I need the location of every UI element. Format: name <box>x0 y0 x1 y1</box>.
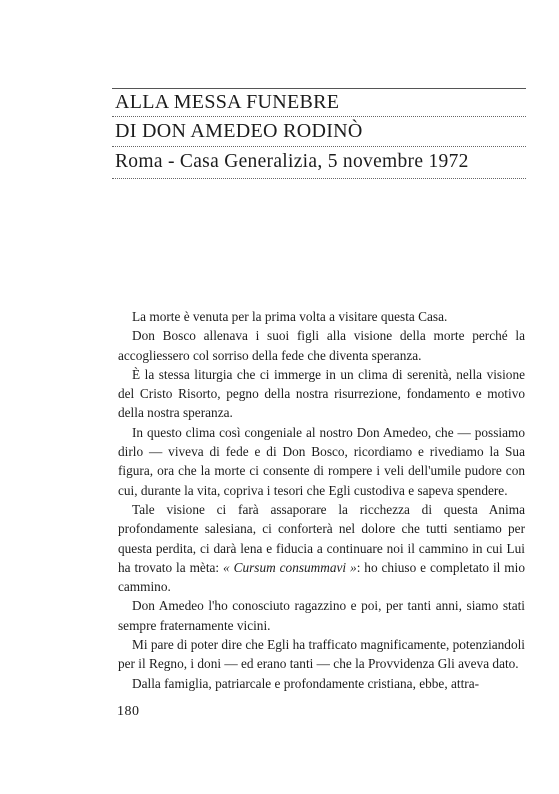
paragraph-with-quote <box>118 500 525 596</box>
rule-top <box>112 88 526 89</box>
subtitle-place-date: Roma - Casa Generalizia, 5 novembre 1972 <box>115 151 469 172</box>
paragraph-text: Tale visione ci farà assaporare la ricchezza di questa Anima profondamente salesiana, ci conforterà nel dolore che tutti sentiamo per questa perdita, ci darà lena e fiducia a continuare noi il cammino in cui Lui ha trovato la mèta: <box>118 501 525 575</box>
rule-divider-2 <box>112 146 526 147</box>
paragraph: La morte è venuta per la prima volta a visitare questa Casa. <box>132 309 448 324</box>
paragraph: Dalla famiglia, patriarcale e profondamente cristiana, ebbe, attra- <box>132 675 480 691</box>
paragraph: In questo clima così congeniale al nostro Don Amedeo, che — possiamo dirlo — viveva di fede e di Don Bosco, ricordiamo e rivediamo la Sua figura, ora che la morte ci consente di rompere i veli dell'umile pudore con cui, durante la vita, copriva i tesori che Egli custodiva e sapeva spendere. <box>118 424 525 498</box>
paragraph-text: : ho chiuso e completato il mio cammino. <box>118 559 525 595</box>
latin-quote: « Cursum consummavi » <box>223 559 357 575</box>
body-text <box>118 307 525 693</box>
paragraph: È la stessa liturgia che ci immerge in un clima di serenità, nella visione del Cristo Risorto, pegno della nostra risurrezione, fondamento e motivo della nostra speranza. <box>118 366 525 421</box>
paragraph: Mi pare di poter dire che Egli ha trafficato magnificamente, potenziandoli per il Regno, i doni — ed erano tanti — che la Provvidenza Gli aveva dato. <box>118 637 525 672</box>
paragraph: Don Bosco allenava i suoi figli alla visione della morte perché la accogliessero col sorriso della fede che diventa speranza. <box>118 328 525 363</box>
rule-divider-1 <box>112 116 526 117</box>
title-line-2: DI DON AMEDEO RODINÒ <box>115 120 363 142</box>
page-number: 180 <box>117 704 140 719</box>
paragraph: Don Amedeo l'ho conosciuto ragazzino e poi, per tanti anni, siamo stati sempre fraternamente vicini. <box>118 598 525 633</box>
title-line-1: ALLA MESSA FUNEBRE <box>115 91 340 113</box>
rule-bottom <box>112 178 526 179</box>
